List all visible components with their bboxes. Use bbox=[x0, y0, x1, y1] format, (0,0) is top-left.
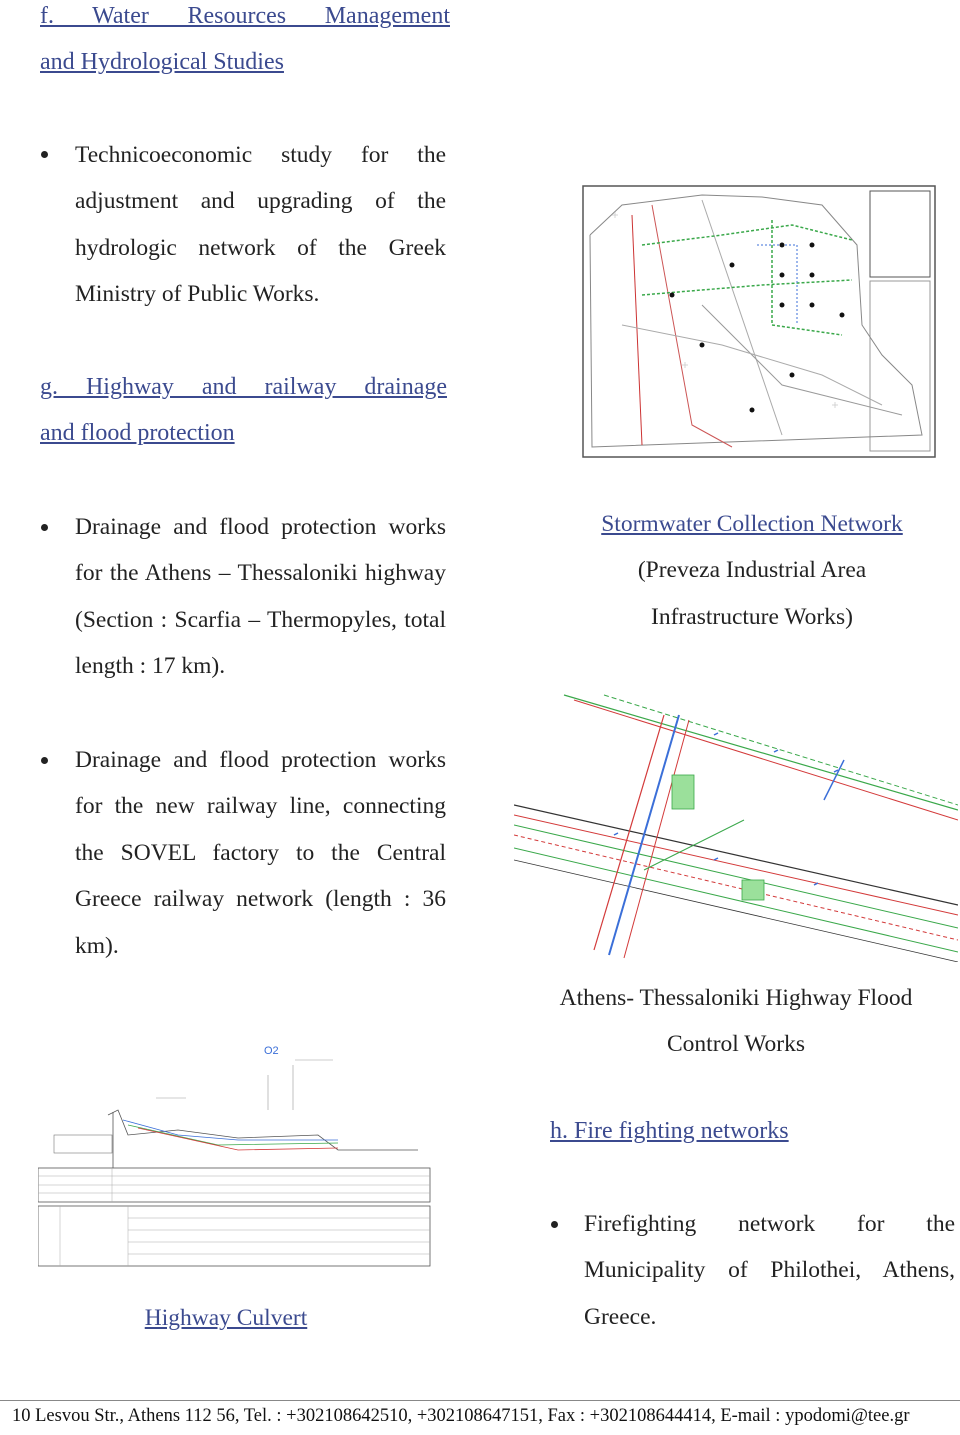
section-h-heading: h. Fire fighting networks bbox=[550, 1118, 789, 1144]
stormwater-caption-title: Stormwater Collection Network bbox=[601, 511, 903, 537]
stormwater-caption-line2: (Preveza Industrial Area bbox=[637, 557, 867, 584]
stormwater-caption-line3: Infrastructure Works) bbox=[651, 603, 853, 630]
section-g-bullet-2: Drainage and flood protection works for the new railway line, connecting the SOVEL factory to the Central Greece railway network (length : 36 km). bbox=[75, 747, 446, 959]
section-f-bullet-1: Technicoeconomic study for the adjustment and upgrading of the hydrologic network of the Greek Ministry of Public Works. bbox=[75, 142, 446, 308]
highway-caption bbox=[520, 975, 952, 1068]
highway-culvert-drawing bbox=[38, 1040, 432, 1268]
footer-contact: 10 Lesvou Str., Athens 112 56, Tel. : +302108642510, +302108647151, Fax : +302108644414, E-mail : ypodomi@tee.gr bbox=[0, 1400, 960, 1431]
section-f-heading-line2: and Hydrological Studies bbox=[40, 49, 284, 75]
section-h-bullet-1: Firefighting network for the Municipality of Philothei, Athens, Greece. bbox=[584, 1211, 955, 1330]
section-f-heading bbox=[40, 0, 450, 85]
section-f-heading-line1: f. Water Resources Management bbox=[40, 3, 450, 29]
section-g-heading-line1: g. Highway and railway drainage bbox=[40, 374, 447, 400]
bullet-dot bbox=[41, 757, 48, 764]
section-g-bullet-1: Drainage and flood protection works for the Athens – Thessaloniki highway (Section : Scarfia – Thermopyles, total length : 17 km). bbox=[75, 514, 446, 680]
highway-flood-control-drawing bbox=[514, 690, 958, 962]
stormwater-caption bbox=[560, 501, 944, 640]
culvert-caption: Highway Culvert bbox=[144, 1305, 308, 1331]
section-g-heading-line2: and flood protection bbox=[40, 420, 235, 446]
culvert-marker-label: O2 bbox=[264, 1045, 279, 1057]
bullet-dot bbox=[41, 151, 48, 158]
highway-caption-line1: Athens- Thessaloniki Highway Flood bbox=[559, 985, 913, 1011]
section-g-heading bbox=[40, 364, 447, 456]
stormwater-network-drawing bbox=[582, 185, 936, 458]
highway-caption-line2: Control Works bbox=[666, 1031, 806, 1058]
bullet-dot bbox=[551, 1221, 558, 1228]
bullet-dot bbox=[41, 524, 48, 531]
